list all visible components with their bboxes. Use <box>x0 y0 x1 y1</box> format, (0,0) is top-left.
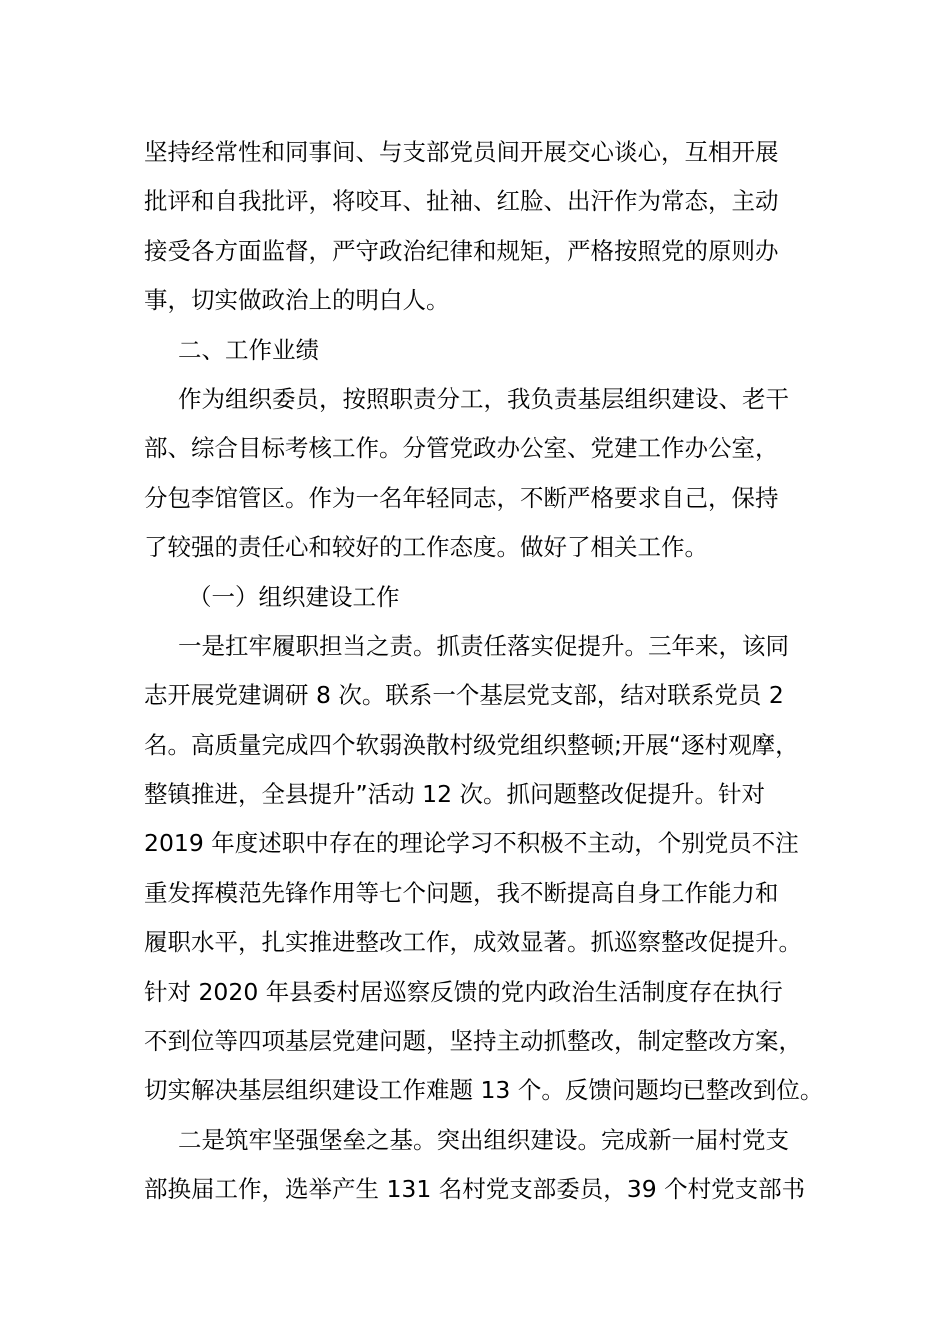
body-line: 分包李馆管区。作为一名年轻同志，不断严格要求自己，保持 <box>144 483 779 512</box>
document-body <box>144 128 824 1215</box>
body-line: 切实解决基层组织建设工作难题 13 个。反馈问题均已整改到位。 <box>144 1076 824 1105</box>
body-line: 2019 年度述职中存在的理论学习不积极不主动，个别党员不注 <box>144 829 799 858</box>
section-heading: 二、工作业绩 <box>178 335 319 364</box>
body-line: 重发挥模范先锋作用等七个问题，我不断提高自身工作能力和 <box>144 878 779 907</box>
subsection-heading: （一）组织建设工作 <box>188 582 400 611</box>
body-line: 不到位等四项基层党建问题，坚持主动抓整改，制定整改方案， <box>144 1027 802 1056</box>
body-line: 一是扛牢履职担当之责。抓责任落实促提升。三年来，该同 <box>178 631 789 660</box>
body-line: 了较强的责任心和较好的工作态度。做好了相关工作。 <box>144 533 708 562</box>
body-line: 整镇推进，全县提升”活动 12 次。抓问题整改促提升。针对 <box>144 780 766 809</box>
body-line: 作为组织委员，按照职责分工，我负责基层组织建设、老干 <box>178 384 789 413</box>
body-line: 履职水平，扎实推进整改工作，成效显著。抓巡察整改促提升。 <box>144 928 802 957</box>
body-line: 批评和自我批评，将咬耳、扯袖、红脸、出汗作为常态，主动 <box>144 187 779 216</box>
body-line: 坚持经常性和同事间、与支部党员间开展交心谈心，互相开展 <box>144 138 779 166</box>
body-line: 二是筑牢坚强堡垒之基。突出组织建设。完成新一届村党支 <box>178 1125 789 1154</box>
body-line: 接受各方面监督，严守政治纪律和规矩，严格按照党的原则办 <box>144 236 779 265</box>
body-line: 事，切实做政治上的明白人。 <box>144 286 450 315</box>
body-line: 部、综合目标考核工作。分管党政办公室、党建工作办公室， <box>144 434 779 463</box>
body-line: 志开展党建调研 8 次。联系一个基层党支部，结对联系党员 2 <box>144 681 784 710</box>
body-line: 名。高质量完成四个软弱涣散村级党组织整顿;开展“逐村观摩， <box>144 730 799 759</box>
body-line: 部换届工作，选举产生 131 名村党支部委员，39 个村党支部书 <box>144 1175 806 1204</box>
body-line: 针对 2020 年县委村居巡察反馈的党内政治生活制度存在执行 <box>144 977 783 1006</box>
